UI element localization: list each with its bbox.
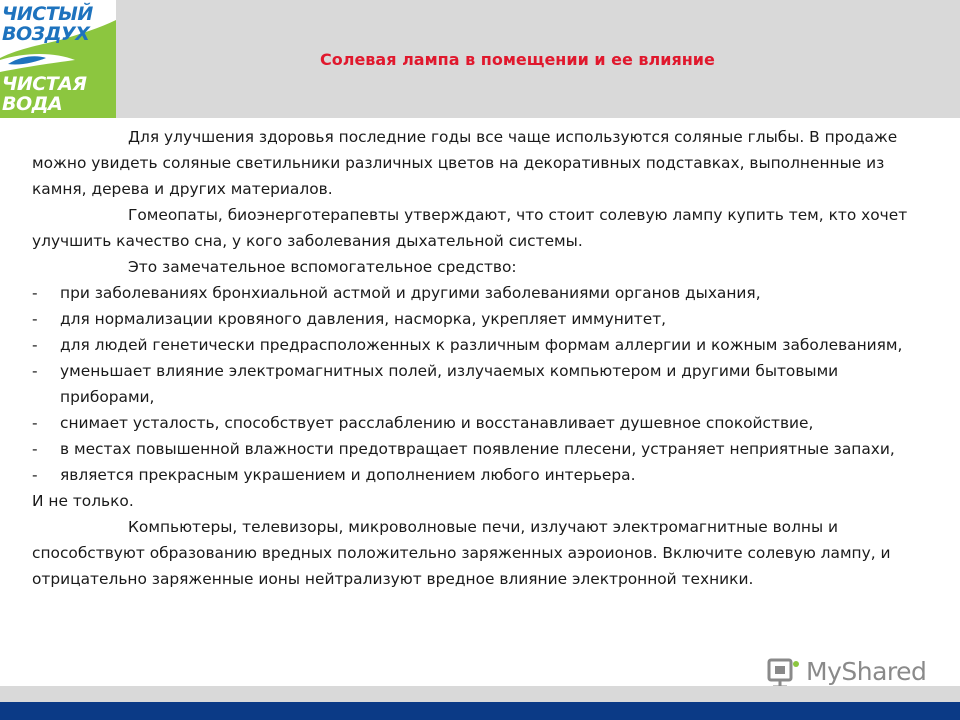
list-dash: -: [32, 466, 38, 484]
list-item: [32, 410, 912, 436]
list-item-text: в местах повышенной влажности предотвращает появление плесени, устраняет неприятные запахи,: [60, 440, 895, 458]
logo: [0, 0, 116, 118]
list-item-text: для нормализации кровяного давления, насморка, укрепляет иммунитет,: [60, 310, 667, 328]
logo-line-4: ВОДА: [2, 93, 63, 115]
list-dash: -: [32, 362, 38, 380]
logo-line-2: ВОЗДУХ: [2, 23, 90, 45]
list-item-text: для людей генетически предрасположенных к различным формам аллергии и кожным заболеваниям,: [60, 336, 903, 354]
list-item: [32, 462, 912, 488]
list-item: [32, 358, 912, 410]
paragraph-5: Компьютеры, телевизоры, микроволновые печи, излучают электромагнитные волны и способствуют образованию вредных положительно заряженных аэроионов. Включите солевую лампу, и отрицательно заряженные ионы нейтрализуют вредное влияние электронной техники.: [32, 518, 891, 588]
list-item-text: уменьшает влияние электромагнитных полей, излучаемых компьютером и другими бытовыми приборами,: [60, 362, 839, 406]
logo-line-3: ЧИСТАЯ: [2, 73, 87, 95]
article-body: [32, 124, 912, 592]
list-item-text: является прекрасным украшением и дополнением любого интерьера.: [60, 466, 636, 484]
paragraph-3: Это замечательное вспомогательное средство:: [128, 258, 517, 276]
list-item-text: снимает усталость, способствует расслаблению и восстанавливает душевное спокойствие,: [60, 414, 814, 432]
list-item: [32, 306, 912, 332]
footer-blue-band: [0, 702, 960, 720]
list-item: [32, 280, 912, 306]
list-dash: -: [32, 284, 38, 302]
benefits-list: [32, 280, 912, 488]
list-item: [32, 332, 912, 358]
list-item: [32, 436, 912, 462]
myshared-logo-icon: [766, 656, 802, 690]
paragraph-4: И не только.: [32, 492, 134, 510]
watermark-text: MyShared: [806, 657, 927, 686]
logo-line-1: ЧИСТЫЙ: [2, 3, 93, 25]
list-item-text: при заболеваниях бронхиальной астмой и другими заболеваниями органов дыхания,: [60, 284, 761, 302]
page-title: Солевая лампа в помещении и ее влияние: [320, 50, 715, 69]
paragraph-1: Для улучшения здоровья последние годы все чаще используются соляные глыбы. В продаже можно увидеть соляные светильники различных цветов на декоративных подставках, выполненные из камня, дерева и других материалов.: [32, 128, 898, 198]
footer-grey-band: [0, 686, 960, 702]
list-dash: -: [32, 414, 38, 432]
paragraph-2: Гомеопаты, биоэнерготерапевты утверждают, что стоит солевую лампу купить тем, кто хочет улучшить качество сна, у кого заболевания дыхательной системы.: [32, 206, 908, 250]
list-dash: -: [32, 310, 38, 328]
list-dash: -: [32, 440, 38, 458]
myshared-watermark: [766, 656, 926, 690]
list-dash: -: [32, 336, 38, 354]
